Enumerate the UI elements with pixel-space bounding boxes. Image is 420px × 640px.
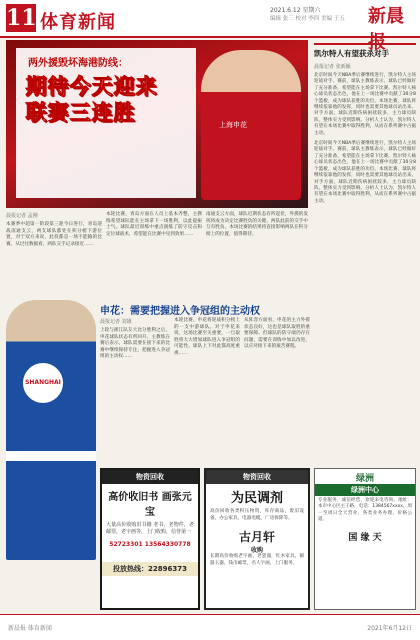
- ad-oasis: [314, 468, 416, 610]
- article-column-1: [6, 212, 102, 248]
- ad-phone: 52723301 13564330778: [109, 541, 191, 548]
- ad-text-2: 长期高价收购老字画，老瓷器，红木家具，铜器玉器，钱币邮票，名人字画，上门服务。: [210, 554, 304, 566]
- player-photo-2: [6, 300, 96, 560]
- mid-column-2: [174, 318, 240, 357]
- ad-header: 绿洲: [355, 474, 374, 484]
- mid-body: 上轮与浙江队友大比分胜利之后，申花球队状态有所回升。主教练在赛后表示，球队需要在接下来的比赛中继续保持专注，把握进入争冠组的主动权……: [100, 328, 170, 359]
- right-article-body: 北京时间今天NBA季后赛继续进行，凯尔特人主场迎战对手。赛前，球队主教练表示，球队已经做好了充分准备，希望能在主场拿下比赛。凯尔特人核心球员状态出色，他在上一场比赛中贡献了30分8个篮板，成为球队获胜的功臣。本场比赛，球队将继续依靠他的发挥，同时也需要其他球员站出来。对手方面，球队近期伤病困扰较多，主力球员缺阵，整体实力受到影响。分析人士认为，凯尔特人有望在本场比赛中取得胜利，从而在系列赛中占据主动。: [314, 73, 416, 136]
- right-article-title: 凯尔特人有望获杀对手: [314, 49, 389, 58]
- page-number: 11: [6, 5, 37, 31]
- ad-recycle-books: [100, 468, 200, 610]
- right-article-body-2: 北京时间今天NBA季后赛继续进行，凯尔特人主场迎战对手。赛前，球队主教练表示，球队已经做好了充分准备，希望能在主场拿下比赛。凯尔特人核心球员状态出色，他在上一场比赛中贡献了30分8个篮板，成为球队获胜的功臣。本场比赛，球队将继续依靠他的发挥，同时也需要其他球员站出来。对手方面，球队近期伤病困扰较多，主力球员缺阵，整体实力受到影响。分析人士认为，凯尔特人有望在本场比赛中取得胜利，从而在系列赛中占据主动。: [314, 141, 416, 204]
- hero-headline-line1: 期待今天迎来: [26, 75, 158, 99]
- article-body: 本赛季中超第一阶段第三轮今日进行，青岛迎战南通支云，两支球队都处在积分榜下游位置，对于双方来说，此役都是一场不能输的比赛。从过往数据看，两队交手记录接近……: [6, 222, 102, 247]
- newspaper-logo: 新晨报: [368, 6, 404, 53]
- hero-headline-line2: 联赛三连胜: [26, 101, 136, 125]
- ad-bottom: 国 缘 天: [348, 532, 382, 543]
- right-article-byline: 晨报记者 张新颖: [314, 64, 351, 70]
- divider: [314, 43, 416, 45]
- article-body: 南通支云方面，球队近期状态有所起伏，外援的发挥将成为决定比赛胜负的关键。两队此前的交手中互有胜负，本场比赛的结果将直接影响两队在积分榜上的位置，值得期待。: [206, 212, 308, 237]
- ad-text: 专业服务，诚信经营，欢迎来电咨询。地址：本市中心区主干路，电话：1384567xxxx，周一至周日全天营业，各类业务办理，价格公道。: [318, 498, 412, 523]
- ad-header: 物资回收: [102, 470, 198, 484]
- mid-headline: 申花：需要把握进入争冠组的主动权: [100, 306, 260, 317]
- ad-title: 绿洲中心: [315, 484, 415, 496]
- shirt-sponsor: 上海申花: [219, 121, 247, 129]
- footer-right: 2021年6月12日: [367, 625, 412, 632]
- footer-left: 新晨报 体育新闻: [8, 625, 52, 632]
- ad-title: 为民调剂: [230, 491, 283, 506]
- mid-column-3: [244, 318, 310, 351]
- ad-text: 大量高价收购旧书籍 老书，老物件，老邮票，老字画等，上门收购，信誉第一: [106, 522, 194, 535]
- article-column-2: [106, 212, 202, 238]
- page-footer: [0, 614, 420, 640]
- ad-text: 高价回收各类积压物资，库存商品，废旧设备，办公家具，电器电缆，厂房拆除等。: [210, 509, 304, 521]
- player-photo: [201, 50, 301, 200]
- mid-body: 本轮比赛，申花将迎战积分榜上的一支中游球队。对于申花来说，这场比赛至关重要，一旦取胜将大大增加球队进入争冠组的可能性。球队上下对此都高度重视……: [174, 318, 240, 356]
- ad-title: 高价收旧书 画张元宝: [108, 492, 192, 518]
- hero-image: [6, 40, 308, 208]
- ad-title-2: 古月轩: [238, 530, 275, 544]
- club-badge: SHANGHAI: [20, 360, 66, 406]
- mid-column-1: [100, 318, 170, 361]
- article-column-3: [206, 212, 308, 238]
- hero-headline: [26, 74, 158, 126]
- ad-header: 物资回收: [206, 470, 308, 484]
- editor-credits: 编辑 张三 校对 李四 美编 王五: [270, 16, 345, 22]
- issue-date: 2021.6.12 星期六: [270, 7, 321, 14]
- page-header: [0, 0, 420, 53]
- ad-hotline: 投放热线：22896373: [102, 562, 198, 576]
- hero-subtitle: 两外援毁坏海港防线：: [28, 58, 128, 69]
- ad-subtitle: 收购: [250, 547, 263, 554]
- article-byline: 晨报记者 孟刚: [6, 213, 38, 219]
- mid-byline: 晨报记者 刘雄: [100, 319, 132, 325]
- article-body: 本轮比赛，青岛方面在人员上基本齐整，主教练希望球队能在主场拿下一场胜利，以此提振士气。球队最近训练中重点演练了防守反击和定位球战术，希望能在比赛中见到效果……: [106, 212, 202, 237]
- ad-materials: [204, 468, 310, 610]
- section-title: 体育新闻: [40, 12, 116, 33]
- mid-body: 从阵容方面看，申花的主力外援状态良好，这也是球队取胜的重要保障。但球队的防守端仍存在问题，需要在训练中加以改进，以应对接下来的艰苦赛程。: [244, 318, 310, 349]
- right-article: [314, 40, 416, 205]
